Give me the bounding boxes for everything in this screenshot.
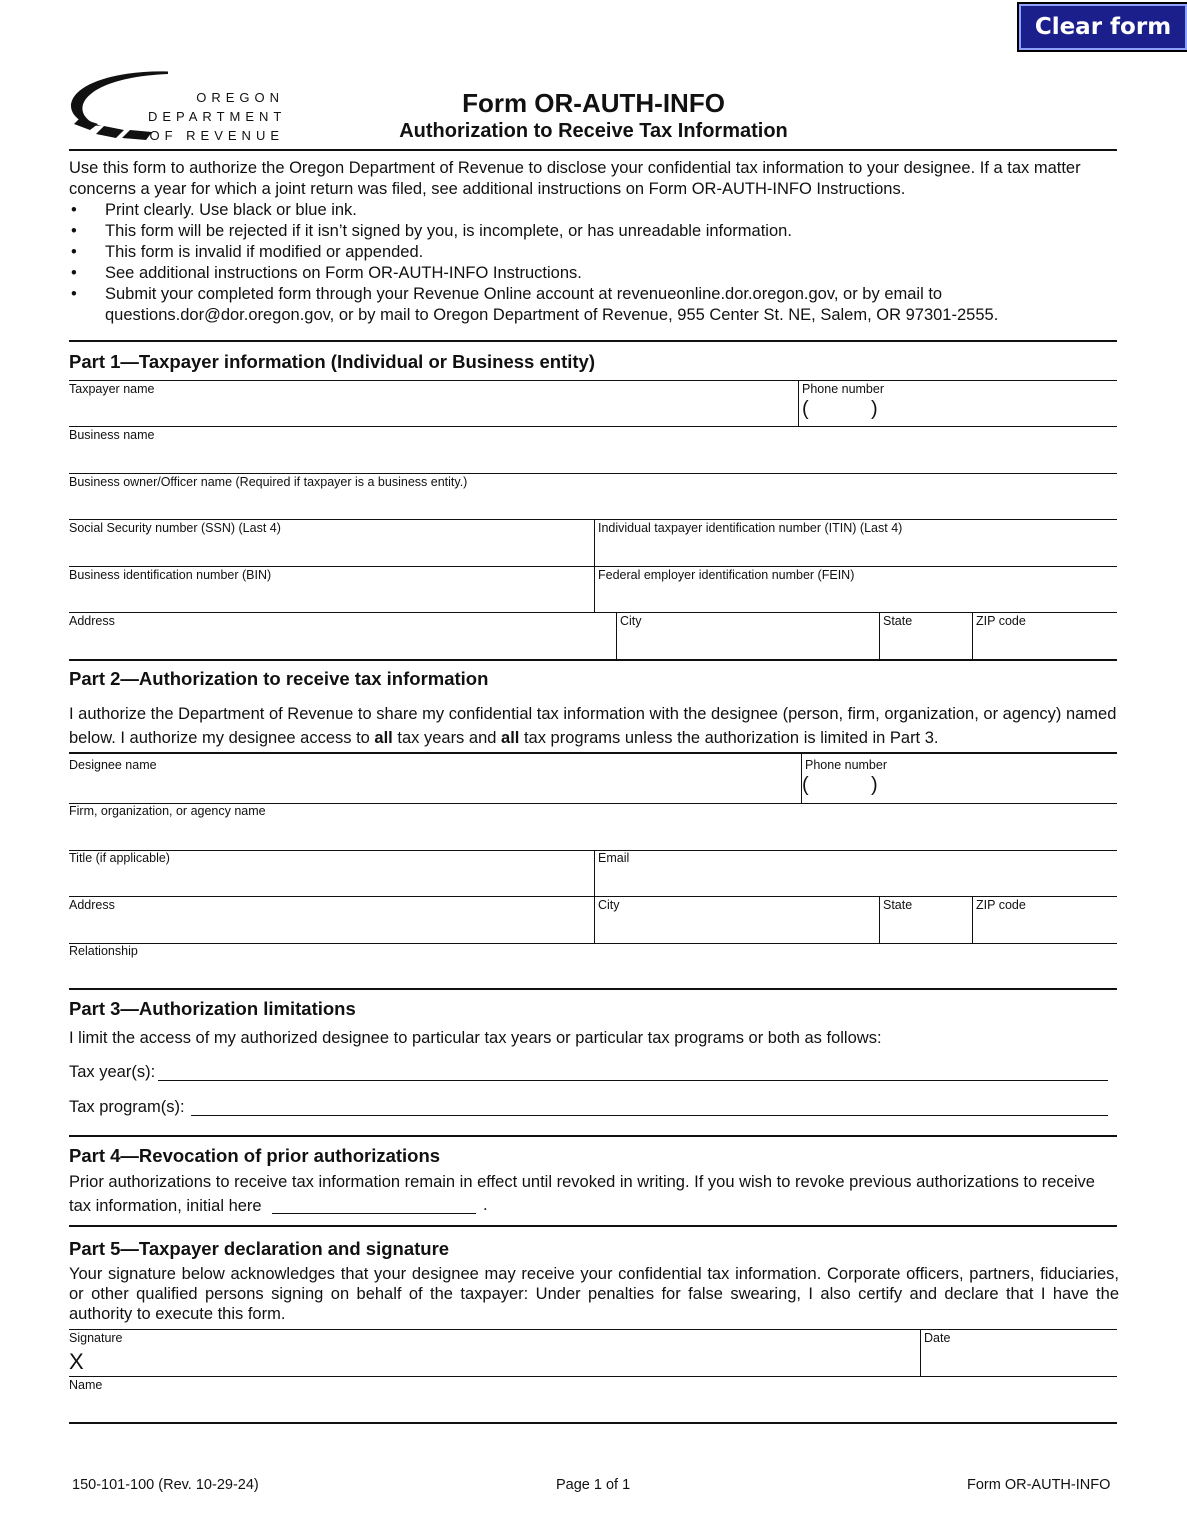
tax-programs-label: Tax program(s): [69, 1098, 185, 1116]
column-divider [798, 380, 799, 426]
designee-name-label: Designee name [69, 758, 157, 772]
fein-label: Federal employer identification number (FEIN) [598, 568, 855, 582]
designee-zip-field[interactable] [976, 912, 1116, 942]
ssn-label: Social Security number (SSN) (Last 4) [69, 521, 281, 535]
part5-divider [69, 1225, 1117, 1227]
part4-period: . [483, 1196, 488, 1214]
footer-page-number: Page 1 of 1 [556, 1477, 631, 1493]
designee-phone-label: Phone number [805, 758, 888, 772]
title-label: Title (if applicable) [69, 851, 170, 865]
taxpayer-name-label: Taxpayer name [69, 382, 155, 396]
list-item: • Submit your completed form through your Revenue Online account at revenueonline.dor.oregon.gov, or by email to questions.dor@dor.oregon.gov, or by mail to Oregon Department of Revenue, 955 Center St. NE, Salem, OR 97301-2555. [69, 284, 1119, 326]
email-label: Email [598, 851, 630, 865]
taxpayer-city-field[interactable] [620, 628, 876, 658]
phone-close-paren: ) [871, 774, 878, 796]
title-divider [69, 149, 1117, 151]
part1-heading: Part 1—Taxpayer information (Individual or Business entity) [69, 351, 595, 372]
designee-city-label: City [598, 898, 620, 912]
bin-field[interactable] [69, 582, 592, 612]
designee-zip-label: ZIP code [976, 898, 1026, 912]
list-item: • See additional instructions on Form OR-AUTH-INFO Instructions. [69, 263, 1119, 284]
logo-line-2: DEPARTMENT [148, 109, 287, 124]
part1-row-line [69, 426, 1117, 427]
firm-label: Firm, organization, or agency name [69, 804, 266, 818]
state-label: State [883, 614, 913, 628]
designee-title-field[interactable] [69, 865, 592, 895]
part4-heading: Part 4—Revocation of prior authorizations [69, 1145, 441, 1166]
business-name-label: Business name [69, 428, 155, 442]
phone-open-paren: ( [802, 398, 809, 420]
part4-divider [69, 1135, 1117, 1137]
taxpayer-state-field[interactable] [883, 628, 969, 658]
phone-number-label: Phone number [802, 382, 885, 396]
part1-row-line [69, 380, 1117, 381]
signature-label: Signature [69, 1331, 123, 1345]
designee-state-label: State [883, 898, 913, 912]
bin-label: Business identification number (BIN) [69, 568, 272, 582]
itin-field[interactable] [598, 536, 1116, 566]
zip-label: ZIP code [976, 614, 1026, 628]
owner-name-label: Business owner/Officer name (Required if taxpayer is a business entity.) [69, 475, 468, 489]
designee-phone-field[interactable] [815, 772, 1115, 802]
list-item: • Print clearly. Use black or blue ink. [69, 200, 1119, 221]
column-divider [920, 1329, 921, 1376]
logo-line-3: OF REVENUE [149, 128, 284, 143]
part2-heading: Part 2—Authorization to receive tax information [69, 668, 489, 689]
column-divider [972, 896, 973, 943]
list-item: • This form will be rejected if it isn’t signed by you, is incomplete, or has unreadable information. [69, 221, 1119, 242]
relationship-field[interactable] [69, 958, 1117, 988]
column-divider [879, 896, 880, 943]
part3-text: I limit the access of my authorized designee to particular tax years or particular tax programs or both as follows: [69, 1029, 882, 1047]
designee-city-field[interactable] [598, 912, 876, 942]
tax-years-field[interactable] [158, 1058, 1108, 1082]
business-name-field[interactable] [69, 442, 1117, 472]
column-divider [972, 612, 973, 659]
part3-heading: Part 3—Authorization limitations [69, 998, 356, 1019]
designee-address-label: Address [69, 898, 115, 912]
fein-field[interactable] [598, 582, 1116, 612]
form-title: Form OR-AUTH-INFO [462, 88, 725, 118]
tax-years-label: Tax year(s): [69, 1063, 156, 1081]
taxpayer-phone-field[interactable] [815, 396, 1115, 426]
part5-heading: Part 5—Taxpayer declaration and signature [69, 1238, 450, 1259]
part4-text-body: Prior authorizations to receive tax information remain in effect until revoked in writing. If you wish to revoke previous authorizations to receive tax information, initial here [69, 1173, 1095, 1215]
footer-form-number: 150-101-100 (Rev. 10-29-24) [72, 1477, 259, 1493]
intro-paragraph: Use this form to authorize the Oregon Department of Revenue to disclose your confidential tax information to your designee. If a tax matter concerns a year for which a joint return was filed, see additional instructions on Form OR-AUTH-INFO Instructions. [69, 159, 1081, 198]
part1-divider [69, 340, 1117, 342]
column-divider [879, 612, 880, 659]
initial-here-field[interactable] [272, 1193, 476, 1215]
taxpayer-zip-field[interactable] [976, 628, 1116, 658]
intro-section [69, 158, 1119, 326]
relationship-label: Relationship [69, 944, 138, 958]
form-subtitle: Authorization to Receive Tax Information [399, 120, 788, 142]
clear-form-button[interactable]: Clear form [1017, 2, 1187, 52]
part2-bold-all: all [501, 729, 520, 747]
part2-row-line [69, 943, 1117, 944]
date-field[interactable] [924, 1346, 1116, 1376]
part2-divider [69, 659, 1117, 661]
designee-address-field[interactable] [69, 912, 592, 942]
city-label: City [620, 614, 642, 628]
footer-form-name: Form OR-AUTH-INFO [967, 1477, 1111, 1493]
part1-row-line [69, 566, 1117, 567]
firm-field[interactable] [69, 819, 1117, 849]
list-item: • This form is invalid if modified or appended. [69, 242, 1119, 263]
part2-text-c: tax programs unless the authorization is limited in Part 3. [519, 729, 939, 747]
phone-close-paren: ) [871, 398, 878, 420]
part5-text: Your signature below acknowledges that your designee may receive your confidential tax information. Corporate officers, partners, fiduciaries, or other qualified persons signing on behalf of the taxpayer: Under penalties for false swearing, I also certify and declare that I have the authority to execute this form. [69, 1265, 1119, 1323]
intro-bullets [69, 200, 1119, 326]
signature-x-mark: X [69, 1349, 84, 1374]
address-label: Address [69, 614, 115, 628]
part5-row-line [69, 1329, 1117, 1330]
part2-text [69, 702, 1119, 750]
designee-state-field[interactable] [883, 912, 969, 942]
designee-name-field[interactable] [69, 772, 797, 802]
part4-text [69, 1170, 1119, 1218]
date-label: Date [924, 1331, 951, 1345]
ssn-field[interactable] [69, 536, 592, 566]
taxpayer-name-field[interactable] [69, 396, 797, 426]
itin-label: Individual taxpayer identification number (ITIN) (Last 4) [598, 521, 903, 535]
part5-row-line [69, 1376, 1117, 1377]
part1-row-line [69, 473, 1117, 474]
owner-name-field[interactable] [69, 489, 1117, 519]
phone-open-paren: ( [802, 774, 809, 796]
part5-row-line [69, 1422, 1117, 1424]
name-label: Name [69, 1378, 103, 1392]
column-divider [616, 612, 617, 659]
tax-programs-field[interactable] [191, 1093, 1108, 1117]
logo-line-1: OREGON [196, 90, 284, 105]
part2-row-line [69, 752, 1117, 754]
part2-bold-all: all [374, 729, 393, 747]
part2-text-b: tax years and [392, 729, 502, 747]
part2-row-line [69, 850, 1117, 851]
part3-divider [69, 988, 1117, 990]
part1-row-line [69, 612, 1117, 613]
part2-row-line [69, 896, 1117, 897]
taxpayer-address-field[interactable] [69, 628, 614, 658]
designee-email-field[interactable] [598, 865, 1116, 895]
part1-row-line [69, 519, 1117, 520]
signature-field[interactable] [92, 1346, 917, 1376]
part2-text-a: I authorize the Department of Revenue to share my confidential tax information with the designee (person, firm, organization, or agency) named below. I authorize my designee access to [69, 705, 1117, 747]
name-field[interactable] [69, 1392, 1117, 1422]
